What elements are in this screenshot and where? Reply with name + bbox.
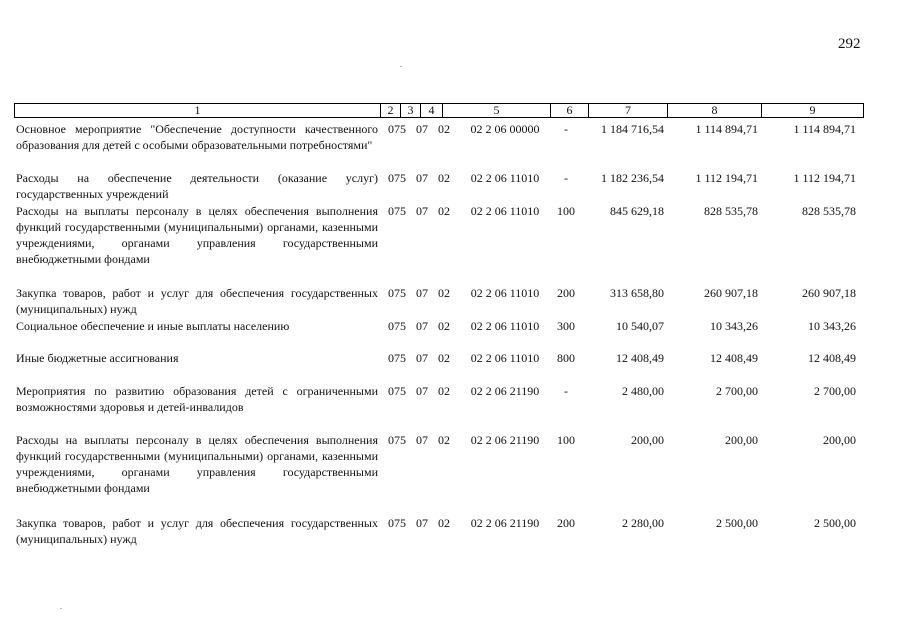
column-header-4: 4 <box>421 104 443 117</box>
row-code-podrazdel: 02 <box>438 351 450 365</box>
row-target-article: 02 2 06 21190 <box>470 433 540 447</box>
row-code-podrazdel: 02 <box>438 122 450 136</box>
row-amount-8: 1 114 894,71 <box>695 122 758 136</box>
row-code-glava: 075 <box>388 384 406 398</box>
row-code-glava: 075 <box>388 516 406 530</box>
scan-speck <box>400 66 402 67</box>
row-code-glava: 075 <box>388 351 406 365</box>
page-number: 292 <box>838 36 861 52</box>
row-name: Социальное обеспечение и иные выплаты населению <box>16 319 290 333</box>
row-name: Закупка товаров, работ и услуг для обеспечения государственных (муниципальных) нужд <box>16 286 378 316</box>
column-header-8: 8 <box>668 104 762 117</box>
row-amount-8: 260 907,18 <box>704 286 758 300</box>
row-amount-8: 2 500,00 <box>716 516 758 530</box>
row-expense-type: - <box>564 384 568 398</box>
row-code-razdel: 07 <box>416 319 428 333</box>
row-name: Иные бюджетные ассигнования <box>16 351 179 365</box>
row-amount-7: 2 280,00 <box>622 516 664 530</box>
row-code-razdel: 07 <box>416 122 428 136</box>
row-code-podrazdel: 02 <box>438 384 450 398</box>
row-amount-7: 12 408,49 <box>616 351 664 365</box>
row-code-glava: 075 <box>388 286 406 300</box>
row-expense-type: 200 <box>557 286 575 300</box>
column-header-6: 6 <box>551 104 589 117</box>
row-amount-8: 12 408,49 <box>710 351 758 365</box>
row-code-glava: 075 <box>388 319 406 333</box>
row-expense-type: 100 <box>557 433 575 447</box>
row-amount-7: 1 184 716,54 <box>601 122 664 136</box>
row-name: Расходы на обеспечение деятельности (оказание услуг) государственных учреждений <box>16 171 378 201</box>
column-header-3: 3 <box>401 104 421 117</box>
row-amount-7: 2 480,00 <box>622 384 664 398</box>
row-target-article: 02 2 06 21190 <box>470 516 540 530</box>
row-expense-type: 800 <box>557 351 575 365</box>
row-code-razdel: 07 <box>416 204 428 218</box>
row-amount-9: 1 112 194,71 <box>793 171 856 185</box>
row-code-podrazdel: 02 <box>438 204 450 218</box>
row-code-glava: 075 <box>388 122 406 136</box>
row-expense-type: 300 <box>557 319 575 333</box>
column-header-9: 9 <box>809 103 816 117</box>
row-target-article: 02 2 06 21190 <box>470 384 540 398</box>
row-amount-8: 2 700,00 <box>716 384 758 398</box>
row-amount-8: 828 535,78 <box>704 204 758 218</box>
column-header-2: 2 <box>381 104 401 117</box>
row-code-razdel: 07 <box>416 286 428 300</box>
row-amount-7: 1 182 236,54 <box>601 171 664 185</box>
row-target-article: 02 2 06 00000 <box>470 122 540 136</box>
row-expense-type: 100 <box>557 204 575 218</box>
row-name: Мероприятия по развитию образования детей с ограниченными возможностями здоровья и детей-инвалидов <box>16 384 378 414</box>
row-target-article: 02 2 06 11010 <box>470 171 540 185</box>
row-amount-9: 2 700,00 <box>814 384 856 398</box>
row-code-razdel: 07 <box>416 171 428 185</box>
row-code-podrazdel: 02 <box>438 433 450 447</box>
row-amount-7: 10 540,07 <box>616 319 664 333</box>
row-name: Закупка товаров, работ и услуг для обеспечения государственных (муниципальных) нужд <box>16 516 378 546</box>
row-name: Основное мероприятие "Обеспечение доступности качественного образования для детей с особыми образовательными потребностями" <box>16 122 378 152</box>
row-amount-9: 12 408,49 <box>808 351 856 365</box>
row-target-article: 02 2 06 11010 <box>470 351 540 365</box>
row-code-razdel: 07 <box>416 433 428 447</box>
row-code-razdel: 07 <box>416 351 428 365</box>
row-amount-8: 1 112 194,71 <box>695 171 758 185</box>
row-amount-9: 2 500,00 <box>814 516 856 530</box>
row-code-glava: 075 <box>388 171 406 185</box>
row-name: Расходы на выплаты персоналу в целях обеспечения выполнения функций государственными (муниципальными) органами, казенными учреждениями, органами управления государственными внебюджетными фондами <box>16 433 378 495</box>
row-code-podrazdel: 02 <box>438 286 450 300</box>
row-code-glava: 075 <box>388 433 406 447</box>
row-target-article: 02 2 06 11010 <box>470 319 540 333</box>
row-amount-9: 828 535,78 <box>802 204 856 218</box>
row-target-article: 02 2 06 11010 <box>470 204 540 218</box>
row-code-razdel: 07 <box>416 384 428 398</box>
row-expense-type: 200 <box>557 516 575 530</box>
table-header <box>14 103 864 118</box>
scan-speck <box>60 608 62 609</box>
row-amount-7: 200,00 <box>631 433 664 447</box>
row-amount-9: 200,00 <box>823 433 856 447</box>
row-code-podrazdel: 02 <box>438 171 450 185</box>
row-expense-type: - <box>564 171 568 185</box>
row-code-glava: 075 <box>388 204 406 218</box>
row-amount-8: 200,00 <box>725 433 758 447</box>
row-amount-8: 10 343,26 <box>710 319 758 333</box>
row-amount-9: 10 343,26 <box>808 319 856 333</box>
row-code-razdel: 07 <box>416 516 428 530</box>
row-amount-7: 313 658,80 <box>610 286 664 300</box>
column-header-7: 7 <box>589 104 668 117</box>
row-amount-7: 845 629,18 <box>610 204 664 218</box>
row-expense-type: - <box>564 122 568 136</box>
row-code-podrazdel: 02 <box>438 516 450 530</box>
row-target-article: 02 2 06 11010 <box>470 286 540 300</box>
column-header-5: 5 <box>443 104 551 117</box>
row-code-podrazdel: 02 <box>438 319 450 333</box>
row-amount-9: 1 114 894,71 <box>793 122 856 136</box>
row-amount-9: 260 907,18 <box>802 286 856 300</box>
row-name: Расходы на выплаты персоналу в целях обеспечения выполнения функций государственными (муниципальными) органами, казенными учреждениями, органами управления государственными внебюджетными фондами <box>16 204 378 266</box>
column-header-1: 1 <box>15 104 381 117</box>
